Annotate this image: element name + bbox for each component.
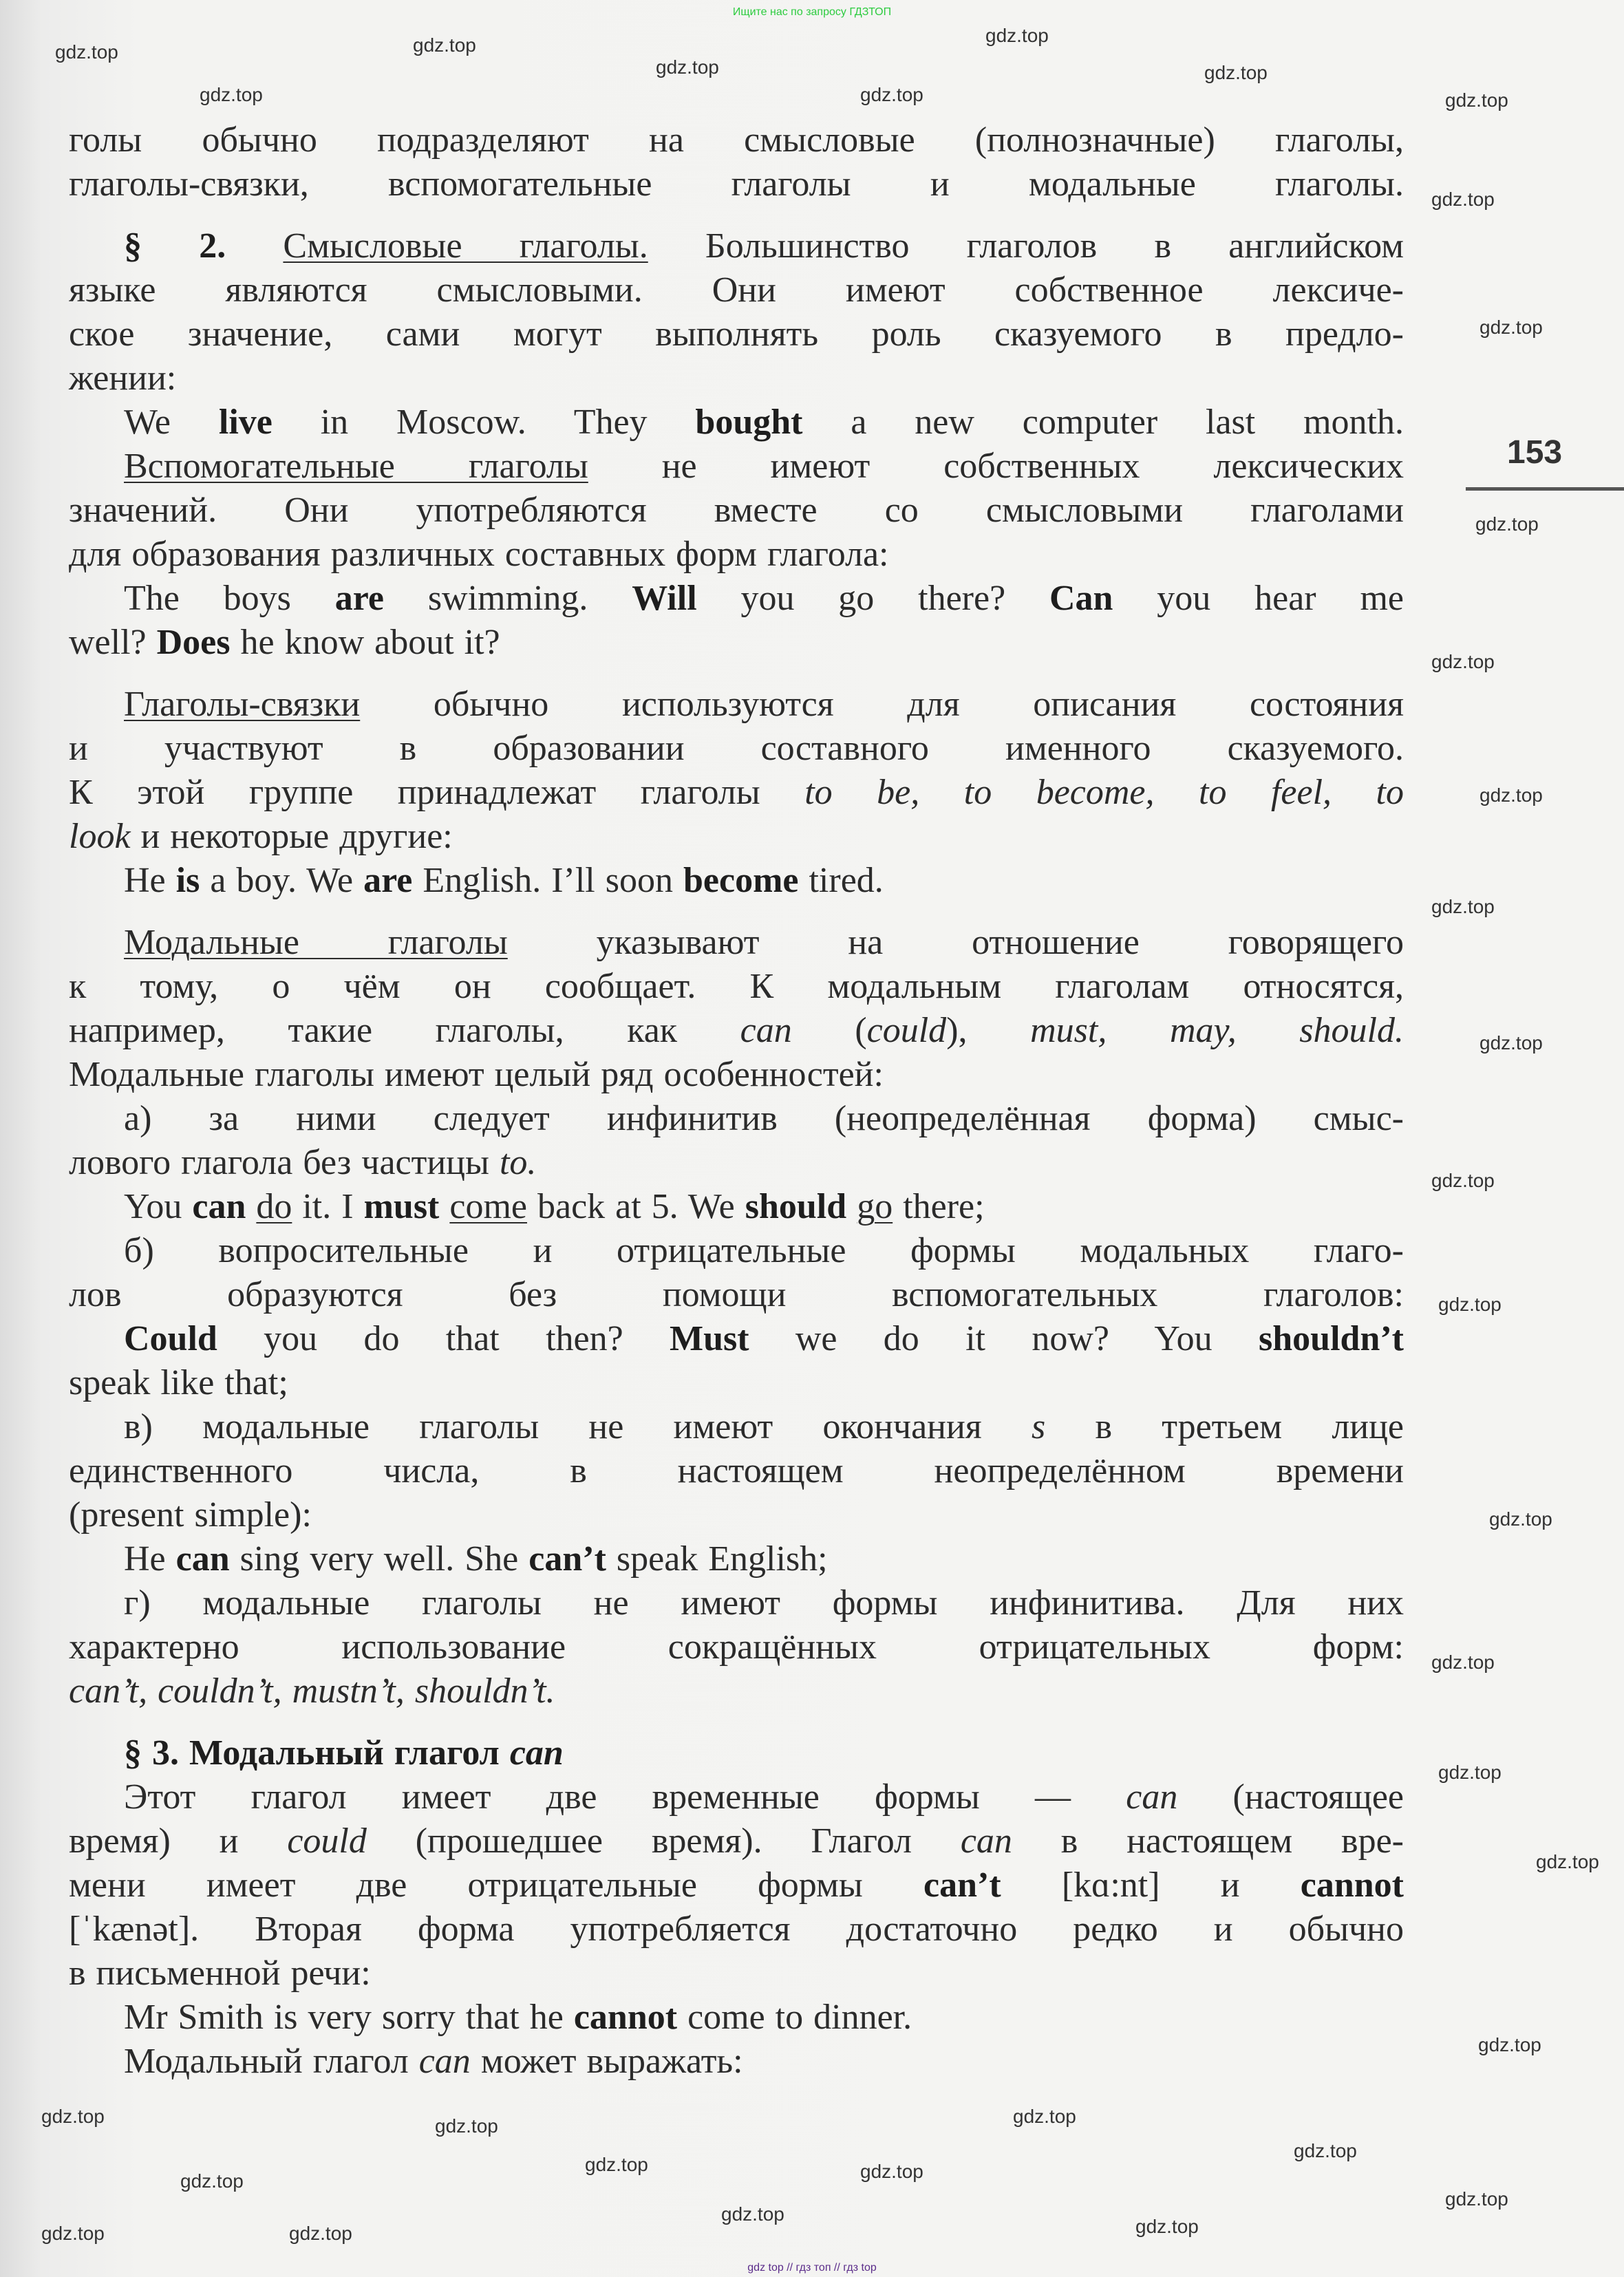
text-line: [69, 118, 1404, 162]
text-line: [69, 1361, 1404, 1405]
text-segment: (: [791, 1011, 867, 1050]
text-segment: speak like that;: [69, 1363, 288, 1402]
text-segment: (настоящее: [1177, 1777, 1404, 1817]
emphasized-text: should: [745, 1187, 847, 1226]
text-segment: it. I: [292, 1187, 364, 1226]
text-segment: в третьем лице: [1045, 1407, 1404, 1446]
text-line: [69, 1731, 1404, 1775]
text-segment: (present simple):: [69, 1495, 312, 1535]
text-segment: English. I’ll soon: [412, 861, 683, 900]
text-segment: we do it now? You: [749, 1319, 1259, 1358]
emphasized-text: can: [192, 1187, 246, 1226]
text-segment: Mr Smith is very sorry that he: [124, 1998, 574, 2037]
text-segment: глаголы-связки, вспомогательные глаголы и модальные глаголы.: [69, 164, 1404, 204]
text-line: [69, 815, 1404, 859]
text-line: [69, 1537, 1404, 1581]
watermark: gdz.top: [656, 56, 719, 78]
emphasized-text: look: [69, 817, 131, 856]
watermark: gdz.top: [200, 84, 263, 105]
watermark: gdz.top: [435, 2115, 498, 2137]
text-segment: обычно используются для описания состояния: [360, 685, 1404, 724]
text-line: [69, 489, 1404, 533]
text-segment: well?: [69, 623, 157, 662]
text-segment: г) модальные глаголы не имеют формы инфинитива. Для них: [124, 1583, 1404, 1623]
emphasized-text: can: [740, 1011, 792, 1050]
emphasized-text: can: [1126, 1777, 1178, 1817]
text-segment: speak English;: [606, 1539, 828, 1579]
footer-banner: gdz top // гдз топ // гдз top: [747, 2262, 877, 2274]
text-segment: голы обычно подразделяют на смысловые (полнозначные) глаголы,: [69, 120, 1404, 160]
watermark: gdz.top: [1431, 1170, 1495, 1191]
watermark: gdz.top: [1438, 1762, 1502, 1783]
text-line: [69, 312, 1404, 356]
emphasized-text: can’t: [528, 1539, 606, 1579]
text-segment: [439, 1187, 449, 1226]
text-line: [69, 621, 1404, 665]
watermark: gdz.top: [55, 41, 118, 63]
text-line: [69, 1669, 1404, 1713]
text-line: [69, 965, 1404, 1009]
emphasized-text: can: [418, 2042, 471, 2081]
emphasized-text: cannot: [1300, 1866, 1404, 1905]
text-line: [69, 859, 1404, 903]
emphasized-text: go: [857, 1187, 893, 1226]
text-segment: указывают на отношение говорящего: [507, 923, 1404, 962]
watermark: gdz.top: [985, 25, 1049, 46]
emphasized-text: do: [256, 1187, 292, 1226]
emphasized-text: live: [218, 403, 273, 442]
watermark: gdz.top: [1204, 62, 1268, 83]
text-line: [69, 1952, 1404, 1996]
text-segment: a boy. We: [200, 861, 364, 900]
text-segment: в) модальные глаголы не имеют окончания: [124, 1407, 1032, 1446]
text-line: [69, 683, 1404, 727]
emphasized-text: Смысловые глаголы.: [283, 226, 648, 266]
text-segment: sing very well. She: [229, 1539, 529, 1579]
text-segment: [kɑ:nt] и: [1001, 1866, 1301, 1905]
text-line: [69, 1273, 1404, 1317]
emphasized-text: are: [334, 579, 384, 618]
text-segment: in Moscow. They: [272, 403, 696, 442]
text-segment: The boys: [124, 579, 335, 618]
text-line: [69, 533, 1404, 577]
watermark: gdz.top: [1479, 317, 1543, 338]
text-segment: [246, 1187, 256, 1226]
watermark: gdz.top: [289, 2223, 352, 2244]
emphasized-text: shouldn’t: [1259, 1319, 1404, 1358]
emphasized-text: can: [509, 1733, 564, 1773]
text-line: [69, 921, 1404, 965]
text-segment: жении:: [69, 359, 177, 398]
text-segment: лов образуются без помощи вспомогательных глаголов:: [69, 1275, 1404, 1314]
text-segment: для образования различных составных форм глагола:: [69, 535, 889, 574]
emphasized-text: Модальные глаголы: [124, 923, 508, 962]
text-line: [69, 1625, 1404, 1669]
watermark: gdz.top: [860, 84, 923, 105]
watermark: gdz.top: [860, 2161, 923, 2182]
watermark: gdz.top: [1294, 2140, 1357, 2161]
emphasized-text: can: [175, 1539, 230, 1579]
watermark: gdz.top: [1438, 1294, 1502, 1315]
text-line: [69, 1863, 1404, 1907]
text-segment: Большинство глаголов в английском: [648, 226, 1404, 266]
emphasized-text: Вспомогательные глаголы: [124, 447, 588, 486]
emphasized-text: Will: [632, 579, 697, 618]
emphasized-text: bought: [695, 403, 803, 442]
text-line: [69, 1009, 1404, 1053]
text-segment: может выражать:: [470, 2042, 743, 2081]
text-line: [69, 1493, 1404, 1537]
watermark: gdz.top: [1431, 896, 1495, 917]
text-line: [69, 1185, 1404, 1229]
search-banner: Ищите нас по запросу ГДЗТОП: [732, 6, 892, 18]
text-segment: swimming.: [383, 579, 632, 618]
text-segment: [ˈkænət]. Вторая форма употребляется достаточно редко и обычно: [69, 1910, 1404, 1949]
text-segment: в настоящем вре-: [1012, 1821, 1404, 1861]
text-segment: не имеют собственных лексических: [588, 447, 1404, 486]
watermark: gdz.top: [1431, 651, 1495, 672]
text-segment: Модальные глаголы имеют целый ряд особенностей:: [69, 1055, 884, 1094]
emphasized-text: to be, to become, to feel, to: [804, 773, 1404, 812]
text-segment: например, такие глаголы, как: [69, 1011, 740, 1050]
text-line: [69, 1097, 1404, 1141]
watermark: gdz.top: [1431, 189, 1495, 210]
text-segment: [846, 1187, 857, 1226]
watermark: gdz.top: [1479, 1032, 1543, 1054]
text-line: [69, 1317, 1404, 1361]
text-segment: tired.: [798, 861, 884, 900]
watermark: gdz.top: [413, 34, 476, 56]
text-segment: come to dinner.: [677, 1998, 912, 2037]
text-line: [69, 1053, 1404, 1097]
page-body-text: [69, 118, 1404, 2084]
text-segment: языке являются смысловыми. Они имеют собственное лексиче-: [69, 270, 1404, 310]
watermark: gdz.top: [1478, 2034, 1541, 2055]
text-segment: единственного числа, в настоящем неопределённом времени: [69, 1451, 1404, 1490]
text-line: [69, 445, 1404, 489]
text-segment: характерно использование сокращённых отрицательных форм:: [69, 1627, 1404, 1667]
text-segment: you do that then?: [217, 1319, 670, 1358]
emphasized-text: Can: [1049, 579, 1113, 618]
text-segment: you go there?: [696, 579, 1049, 618]
text-line: [69, 162, 1404, 206]
text-segment: время) и: [69, 1821, 288, 1861]
emphasized-text: can: [960, 1821, 1012, 1861]
watermark: gdz.top: [180, 2170, 244, 2192]
watermark: gdz.top: [41, 2223, 105, 2244]
emphasized-text: to.: [499, 1143, 537, 1182]
watermark: gdz.top: [1479, 784, 1543, 806]
text-line: [69, 1819, 1404, 1863]
text-segment: ),: [946, 1011, 1031, 1050]
watermark: gdz.top: [1431, 1651, 1495, 1673]
text-segment: значений. Они употребляются вместе со смысловыми глаголами: [69, 491, 1404, 530]
text-segment: лового глагола без частицы: [69, 1143, 500, 1182]
text-segment: мени имеет две отрицательные формы: [69, 1866, 924, 1905]
text-segment: и некоторые другие:: [130, 817, 453, 856]
emphasized-text: are: [363, 861, 413, 900]
text-line: [69, 1449, 1404, 1493]
emphasized-text: could: [866, 1011, 947, 1050]
watermark: gdz.top: [1135, 2216, 1199, 2237]
text-segment: а) за ними следует инфинитив (неопределённая форма) смыс-: [124, 1099, 1404, 1138]
text-segment: Этот глагол имеет две временные формы —: [124, 1777, 1126, 1817]
text-segment: he know about it?: [230, 623, 500, 662]
text-segment: (прошедшее время). Глагол: [366, 1821, 961, 1861]
text-line: [69, 400, 1404, 445]
page-number: 153: [1507, 434, 1563, 471]
watermark: gdz.top: [41, 2106, 105, 2127]
text-segment: back at 5. We: [526, 1187, 745, 1226]
text-line: [69, 1996, 1404, 2040]
text-segment: We: [124, 403, 219, 442]
text-line: [69, 1907, 1404, 1952]
emphasized-text: must: [363, 1187, 440, 1226]
watermark: gdz.top: [585, 2154, 648, 2175]
text-segment: К этой группе принадлежат глаголы: [69, 773, 805, 812]
watermark: gdz.top: [1445, 89, 1508, 111]
watermark: gdz.top: [1489, 1508, 1552, 1530]
emphasized-text: s: [1031, 1407, 1046, 1446]
text-segment: there;: [893, 1187, 985, 1226]
emphasized-text: come: [449, 1187, 527, 1226]
text-line: [69, 1581, 1404, 1625]
text-line: [69, 1141, 1404, 1185]
emphasized-text: could: [287, 1821, 367, 1861]
text-segment: He: [124, 1539, 176, 1579]
emphasized-text: § 2.: [124, 226, 284, 266]
emphasized-text: Could: [124, 1319, 217, 1358]
watermark: gdz.top: [1013, 2106, 1076, 2127]
emphasized-text: Must: [669, 1319, 749, 1358]
emphasized-text: § 3. Модальный глагол: [124, 1733, 510, 1773]
emphasized-text: Глаголы-связки: [124, 685, 361, 724]
emphasized-text: is: [175, 861, 200, 900]
text-segment: и участвуют в образовании составного именного сказуемого.: [69, 729, 1404, 768]
text-segment: you hear me: [1113, 579, 1404, 618]
emphasized-text: must, may, should.: [1030, 1011, 1404, 1050]
emphasized-text: become: [683, 861, 799, 900]
text-line: [69, 2040, 1404, 2084]
emphasized-text: Does: [156, 623, 231, 662]
text-line: [69, 268, 1404, 312]
emphasized-text: cannot: [573, 1998, 678, 2037]
watermark: gdz.top: [1445, 2188, 1508, 2210]
text-segment: ское значение, сами могут выполнять роль сказуемого в предло-: [69, 314, 1404, 354]
emphasized-text: can’t, couldn’t, mustn’t, shouldn’t.: [69, 1671, 555, 1711]
text-segment: б) вопросительные и отрицательные формы модальных глаго-: [124, 1231, 1404, 1270]
text-line: [69, 771, 1404, 815]
text-line: [69, 356, 1404, 400]
text-segment: a new computer last month.: [802, 403, 1404, 442]
text-segment: Модальный глагол: [124, 2042, 419, 2081]
text-segment: He: [124, 861, 176, 900]
text-segment: в письменной речи:: [69, 1954, 371, 1993]
text-line: [69, 1229, 1404, 1273]
text-line: [69, 577, 1404, 621]
emphasized-text: can’t: [923, 1866, 1001, 1905]
text-line: [69, 224, 1404, 268]
text-line: [69, 1405, 1404, 1449]
text-segment: You: [124, 1187, 193, 1226]
watermark: gdz.top: [1536, 1851, 1599, 1872]
text-line: [69, 1775, 1404, 1819]
page-number-rule: [1466, 487, 1624, 491]
watermark: gdz.top: [721, 2203, 784, 2225]
text-segment: к тому, о чём он сообщает. К модальным глаголам относятся,: [69, 967, 1404, 1006]
watermark: gdz.top: [1475, 513, 1539, 535]
text-line: [69, 727, 1404, 771]
